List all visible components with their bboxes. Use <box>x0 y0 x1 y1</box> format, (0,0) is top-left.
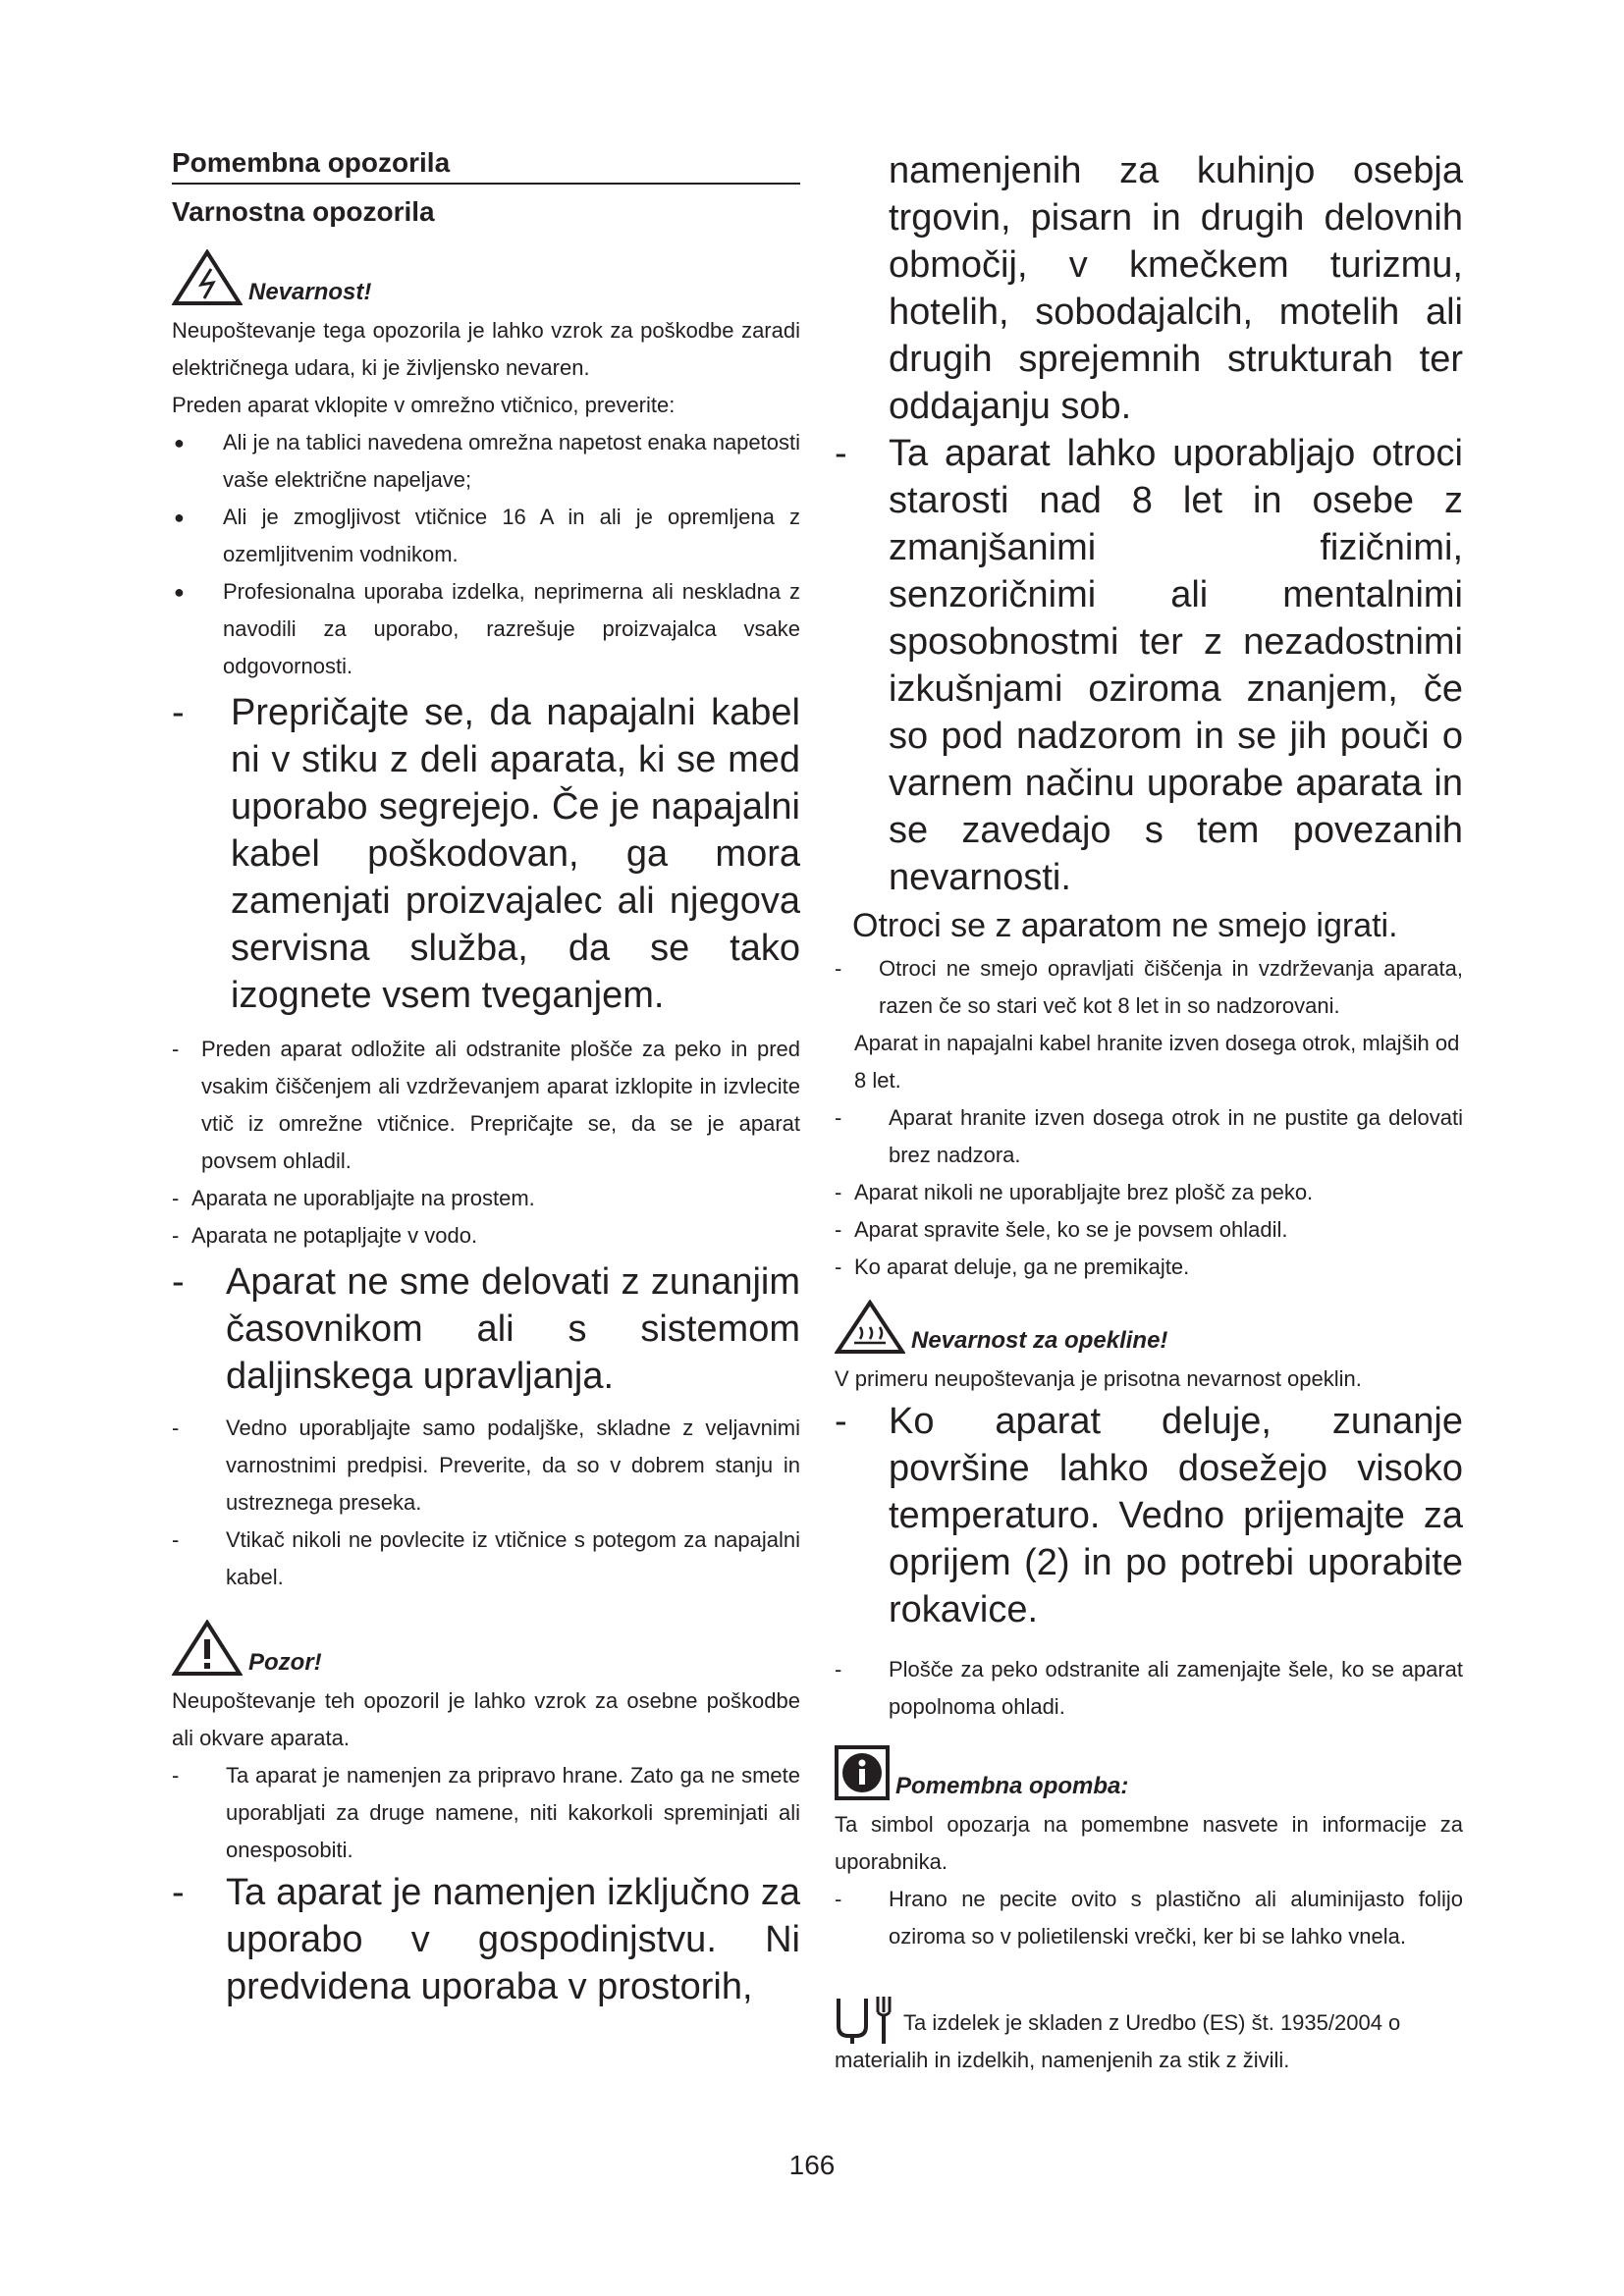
note-text: Ta simbol opozarja na pomembne nasvete in informacije za uporabnika. <box>835 1812 1463 1874</box>
keep-away-note: Aparat in napajalni kabel hranite izven dosega otrok, mlajših od 8 let. <box>854 1031 1460 1093</box>
burn-heading <box>835 1300 1463 1355</box>
note-label: Pomembna opomba: <box>895 1773 1129 1799</box>
dash-item: - Vtikač nikoli ne povlecite iz vtičnice s potegom za napajalni kabel. <box>172 1527 800 1589</box>
left-column <box>172 147 800 2010</box>
burn-label: Nevarnost za opekline! <box>911 1327 1168 1354</box>
dash-item: - Ta aparat lahko uporabljajo otroci starosti nad 8 let in osebe z zmanjšanimi fizičnimi, senzoričnimi ali mentalnimi sposobnostmi ter z nezadostnimi izkušnjami oziroma znanjem, če so pod nadzorom in se jih pouči o varnem načinu uporabe aparata in se zavedajo s tem povezanih nevarnosti. <box>835 433 1463 898</box>
continued-text: namenjenih za kuhinjo osebja trgovin, pisarn in drugih delovnih območij, v kmečkem turizmu, hotelih, sobodajalcih, motelih ali drugih sprejemnih strukturah ter oddajanju sob. <box>889 150 1463 427</box>
info-icon <box>835 1745 890 1800</box>
electric-hazard-icon <box>172 249 243 306</box>
section-subtitle: Varnostna opozorila <box>172 196 435 227</box>
children-play-note: Otroci se z aparatom ne smejo igrati. <box>852 907 1398 944</box>
hot-surface-icon <box>835 1300 905 1355</box>
food-contact-icon <box>835 1993 893 2046</box>
right-column <box>835 147 1463 2079</box>
dash-item: - Ko aparat deluje, ga ne premikajte. <box>835 1255 1190 1279</box>
caution-heading <box>172 1620 800 1677</box>
bullet-item: ● Ali je na tablici navedena omrežna napetost enaka napetosti vaše električne napeljave; <box>172 424 800 499</box>
dash-item: - Ta aparat je namenjen izključno za uporabo v gospodinjstvu. Ni predvidena uporaba v prostorih, <box>172 1872 800 2007</box>
dash-item: - Preden aparat odložite ali odstranite plošče za peko in pred vsakim čiščenjem ali vzdrževanjem aparat izklopite in izvlecite vtič iz omrežne vtičnice. Prepričajte se, da se je aparat povsem ohladil. <box>172 1037 800 1173</box>
dash-item: - Plošče za peko odstranite ali zamenjajte šele, ko se aparat popolnoma ohladi. <box>835 1657 1463 1719</box>
dash-item: - Ko aparat deluje, zunanje površine lahko dosežejo visoko temperaturo. Vedno prijemajte za oprijem (2) in po potrebi uporabite rokavice. <box>835 1401 1463 1630</box>
danger-label: Nevarnost! <box>248 279 372 305</box>
danger-text: Neupoštevanje tega opozorila je lahko vzrok za poškodbe zaradi električnega udara, ki je življensko nevaren. <box>172 318 800 380</box>
food-contact-block <box>835 1993 1463 2079</box>
dash-item: - Hrano ne pecite ovito s plastično ali aluminijasto folijo oziroma so v polietilenski vrečki, ker bi se lahko vnela. <box>835 1887 1463 1949</box>
dash-item: - Aparat nikoli ne uporabljajte brez plošč za peko. <box>835 1180 1314 1204</box>
dash-item: - Aparata ne uporabljajte na prostem. <box>172 1186 535 1210</box>
section-title: Pomembna opozorila <box>172 147 800 185</box>
caution-label: Pozor! <box>248 1649 322 1676</box>
dash-item: - Aparat ne sme delovati z zunanjim časovnikom ali s sistemom daljinskega upravljanja. <box>172 1261 800 1397</box>
danger-heading <box>172 249 800 306</box>
caution-icon <box>172 1620 243 1677</box>
page-number: 166 <box>788 2150 836 2180</box>
dash-item: - Vedno uporabljajte samo podaljške, skladne z veljavnimi varnostnimi predpisi. Preverite, da so v dobrem stanju in ustreznega preseka. <box>172 1415 800 1515</box>
note-heading <box>835 1745 1463 1800</box>
dash-item: - Aparata ne potapljajte v vodo. <box>172 1223 478 1248</box>
check-intro: Preden aparat vklopite v omrežno vtičnico, preverite: <box>172 393 676 417</box>
dash-item: - Otroci ne smejo opravljati čiščenja in vzdrževanja aparata, razen če so stari več kot 8 let in so nadzorovani. <box>835 956 1463 1018</box>
bullet-item: ● Ali je zmogljivost vtičnice 16 A in ali je opremljena z ozemljitvenim vodnikom. <box>172 499 800 573</box>
dash-item: - Ta aparat je namenjen za pripravo hrane. Zato ga ne smete uporabljati za druge namene, niti kakorkoli spreminjati ali onesposobiti. <box>172 1763 800 1862</box>
dash-item: - Aparat hranite izven dosega otrok in ne pustite ga delovati brez nadzora. <box>835 1105 1463 1167</box>
burn-text: V primeru neupoštevanja je prisotna nevarnost opeklin. <box>835 1366 1362 1391</box>
dash-item: - Prepričajte se, da napajalni kabel ni v stiku z deli aparata, ki se med uporabo segrejejo. Če je napajalni kabel poškodovan, ga mora zamenjati proizvajalec ali njegova servisna služba, da se tako izognete vsem tveganjem. <box>172 692 800 1016</box>
caution-text: Neupoštevanje teh opozoril je lahko vzrok za osebne poškodbe ali okvare aparata. <box>172 1688 800 1750</box>
bullet-item: ● Profesionalna uporaba izdelka, neprimerna ali neskladna z navodili za uporabo, razrešuje proizvajalca vsake odgovornosti. <box>172 573 800 685</box>
food-contact-text: Ta izdelek je skladen z Uredbo (ES) št. 1935/2004 o materialih in izdelkih, namenjenih za stik z živili. <box>835 2010 1401 2072</box>
dash-item: - Aparat spravite šele, ko se je povsem ohladil. <box>835 1217 1288 1242</box>
